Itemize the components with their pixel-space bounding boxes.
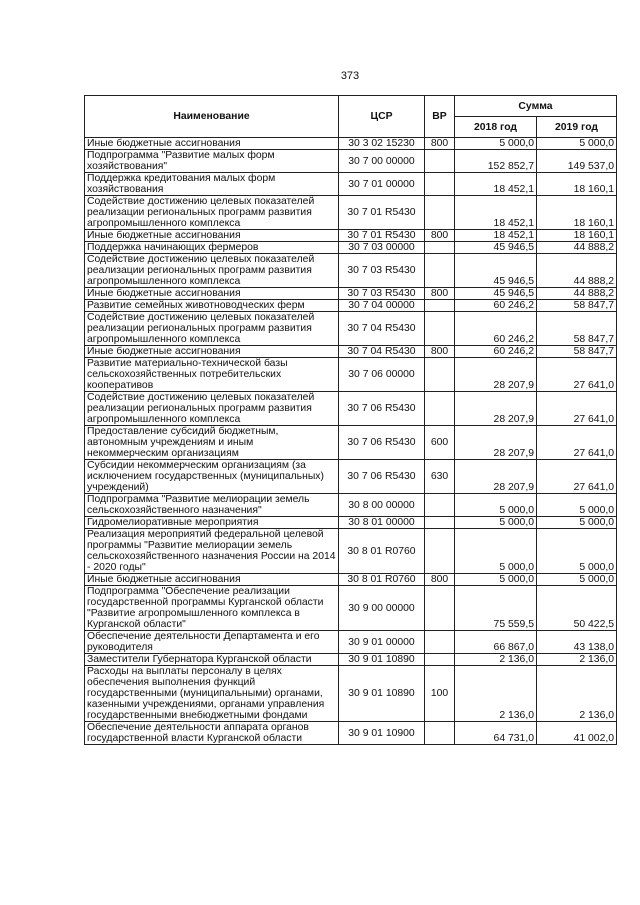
table-row [85,517,617,529]
header-vr: ВР [425,96,455,138]
row-csr: 30 8 01 R0760 [339,574,425,586]
row-vr [425,150,455,173]
row-2018: 45 946,5 [455,242,537,254]
row-2019: 5 000,0 [537,574,617,586]
row-name: Реализация мероприятий федеральной целевой программы "Развитие мелиорации земель сельскохозяйственного назначения России на 2014 - 2020 годы" [85,529,339,574]
row-csr: 30 9 01 10900 [339,722,425,745]
table-row [85,242,617,254]
row-2019: 41 002,0 [537,722,617,745]
row-csr: 30 7 03 00000 [339,242,425,254]
table-row [85,392,617,426]
table-row [85,254,617,288]
row-name: Содействие достижению целевых показателей реализации региональных программ развития агропромышленного комплекса [85,196,339,230]
row-csr: 30 7 01 R5430 [339,196,425,230]
row-csr: 30 9 01 10890 [339,666,425,722]
table-row [85,288,617,300]
row-vr: 100 [425,666,455,722]
row-2018: 64 731,0 [455,722,537,745]
row-csr: 30 7 04 R5430 [339,346,425,358]
row-name: Предоставление субсидий бюджетным, автономным учреждениям и иным некоммерческим организациям [85,426,339,460]
table-row [85,358,617,392]
row-2019: 5 000,0 [537,494,617,517]
table-row [85,494,617,517]
row-csr: 30 7 04 R5430 [339,312,425,346]
table-row [85,230,617,242]
row-2019: 50 422,5 [537,586,617,631]
row-2019: 18 160,1 [537,196,617,230]
header-2019: 2019 год [537,117,617,138]
row-2018: 5 000,0 [455,138,537,150]
header-name: Наименование [85,96,339,138]
row-2018: 28 207,9 [455,426,537,460]
row-2018: 2 136,0 [455,666,537,722]
table-row [85,460,617,494]
row-2019: 27 641,0 [537,426,617,460]
table-row [85,631,617,654]
row-vr: 800 [425,288,455,300]
row-2018: 28 207,9 [455,358,537,392]
table-row [85,312,617,346]
row-vr: 800 [425,574,455,586]
header-csr: ЦСР [339,96,425,138]
row-2019: 5 000,0 [537,529,617,574]
table-row [85,426,617,460]
row-csr: 30 8 01 R0760 [339,529,425,574]
row-name: Подпрограмма "Развитие мелиорации земель сельскохозяйственного назначения" [85,494,339,517]
row-name: Иные бюджетные ассигнования [85,288,339,300]
table-row [85,654,617,666]
row-name: Обеспечение деятельности Департамента и его руководителя [85,631,339,654]
row-2018: 75 559,5 [455,586,537,631]
row-2019: 44 888,2 [537,242,617,254]
row-name: Поддержка начинающих фермеров [85,242,339,254]
row-vr [425,312,455,346]
row-2019: 2 136,0 [537,666,617,722]
row-2018: 18 452,1 [455,173,537,196]
row-vr [425,242,455,254]
row-vr: 630 [425,460,455,494]
row-name: Содействие достижению целевых показателей реализации региональных программ развития агропромышленного комплекса [85,254,339,288]
row-name: Расходы на выплаты персоналу в целях обеспечения выполнения функций государственными (муниципальными) органами, казенными учреждениями, органами управления государственными внебюджетными фондами [85,666,339,722]
row-name: Заместители Губернатора Курганской области [85,654,339,666]
row-2018: 5 000,0 [455,517,537,529]
row-csr: 30 7 06 R5430 [339,460,425,494]
row-vr [425,722,455,745]
row-2019: 27 641,0 [537,460,617,494]
row-csr: 30 9 01 10890 [339,654,425,666]
row-csr: 30 9 01 00000 [339,631,425,654]
row-csr: 30 7 03 R5430 [339,254,425,288]
header-2018: 2018 год [455,117,537,138]
row-name: Развитие материально-технической базы сельскохозяйственных потребительских кооперативов [85,358,339,392]
row-vr: 800 [425,346,455,358]
row-2018: 5 000,0 [455,529,537,574]
row-vr [425,358,455,392]
row-2019: 18 160,1 [537,230,617,242]
row-2018: 18 452,1 [455,196,537,230]
row-name: Иные бюджетные ассигнования [85,230,339,242]
table-row [85,574,617,586]
row-vr: 800 [425,138,455,150]
row-2018: 2 136,0 [455,654,537,666]
row-csr: 30 7 03 R5430 [339,288,425,300]
row-name: Иные бюджетные ассигнования [85,346,339,358]
row-2019: 5 000,0 [537,138,617,150]
row-2018: 28 207,9 [455,392,537,426]
table-row [85,300,617,312]
row-name: Гидромелиоративные мероприятия [85,517,339,529]
row-2019: 5 000,0 [537,517,617,529]
row-2019: 58 847,7 [537,300,617,312]
row-vr [425,529,455,574]
table-row [85,196,617,230]
row-2019: 2 136,0 [537,654,617,666]
row-2019: 43 138,0 [537,631,617,654]
row-vr [425,254,455,288]
row-name: Развитие семейных животноводческих ферм [85,300,339,312]
row-2018: 152 852,7 [455,150,537,173]
row-2018: 5 000,0 [455,574,537,586]
table-row [85,529,617,574]
header-sum: Сумма [455,96,617,117]
row-vr [425,300,455,312]
row-2018: 60 246,2 [455,300,537,312]
row-2018: 60 246,2 [455,312,537,346]
row-csr: 30 7 06 R5430 [339,426,425,460]
row-2019: 149 537,0 [537,150,617,173]
row-2019: 58 847,7 [537,346,617,358]
table-body [85,138,617,745]
row-2018: 45 946,5 [455,288,537,300]
row-csr: 30 7 01 R5430 [339,230,425,242]
row-2019: 44 888,2 [537,288,617,300]
table-row [85,138,617,150]
table-row [85,150,617,173]
budget-table [84,95,617,745]
row-name: Субсидии некоммерческим организациям (за исключением государственных (муниципальных) учреждений) [85,460,339,494]
row-name: Подпрограмма "Развитие малых форм хозяйствования" [85,150,339,173]
row-2018: 28 207,9 [455,460,537,494]
row-2019: 27 641,0 [537,358,617,392]
row-2018: 18 452,1 [455,230,537,242]
row-2018: 5 000,0 [455,494,537,517]
row-2018: 66 867,0 [455,631,537,654]
row-csr: 30 7 06 R5430 [339,392,425,426]
row-2018: 60 246,2 [455,346,537,358]
row-2018: 45 946,5 [455,254,537,288]
row-vr [425,586,455,631]
row-name: Поддержка кредитования малых форм хозяйствования [85,173,339,196]
row-2019: 27 641,0 [537,392,617,426]
row-vr [425,517,455,529]
row-name: Иные бюджетные ассигнования [85,138,339,150]
row-vr [425,173,455,196]
row-csr: 30 3 02 15230 [339,138,425,150]
row-csr: 30 7 01 00000 [339,173,425,196]
row-2019: 18 160,1 [537,173,617,196]
row-name: Обеспечение деятельности аппарата органов государственной власти Курганской области [85,722,339,745]
row-name: Подпрограмма "Обеспечение реализации государственной программы Курганской области "Развитие агропромышленного комплекса в Курганской области" [85,586,339,631]
row-vr [425,196,455,230]
table-row [85,586,617,631]
row-name: Содействие достижению целевых показателей реализации региональных программ развития агропромышленного комплекса [85,392,339,426]
row-2019: 44 888,2 [537,254,617,288]
page-number: 373 [340,70,360,82]
row-name: Содействие достижению целевых показателей реализации региональных программ развития агропромышленного комплекса [85,312,339,346]
row-vr: 600 [425,426,455,460]
row-vr [425,392,455,426]
row-2019: 58 847,7 [537,312,617,346]
row-csr: 30 7 04 00000 [339,300,425,312]
table-row [85,722,617,745]
row-csr: 30 8 01 00000 [339,517,425,529]
row-vr [425,631,455,654]
row-csr: 30 7 06 00000 [339,358,425,392]
row-csr: 30 9 00 00000 [339,586,425,631]
row-csr: 30 7 00 00000 [339,150,425,173]
row-name: Иные бюджетные ассигнования [85,574,339,586]
table-row [85,346,617,358]
row-vr: 800 [425,230,455,242]
table-row [85,173,617,196]
row-vr [425,494,455,517]
table-row [85,666,617,722]
row-csr: 30 8 00 00000 [339,494,425,517]
row-vr [425,654,455,666]
